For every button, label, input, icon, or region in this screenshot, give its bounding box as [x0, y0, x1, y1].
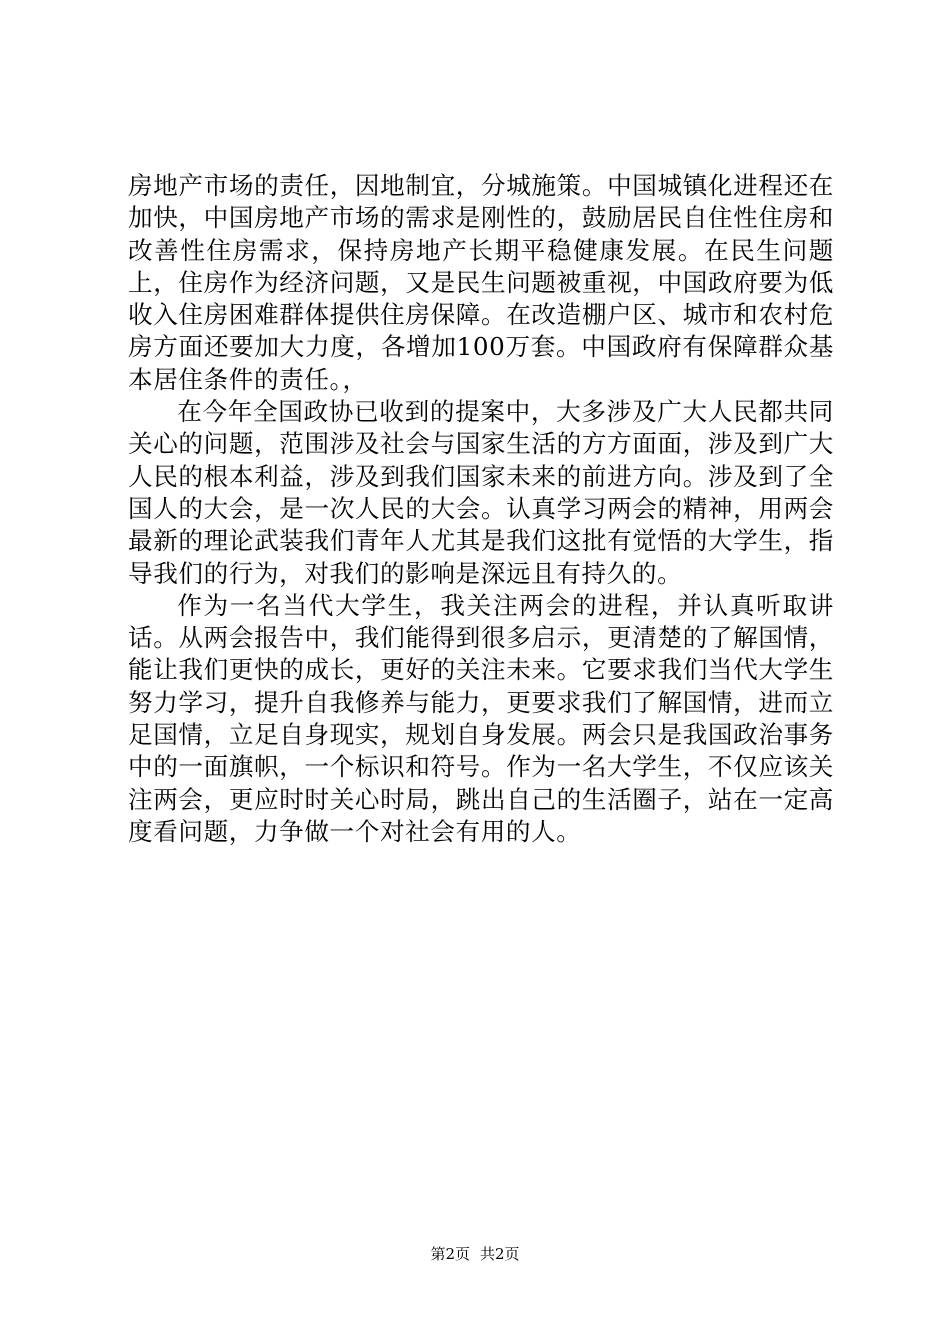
page-number-total: 共2页 — [480, 1245, 520, 1263]
paragraph-student-view: 作为一名当代大学生，我关注两会的进程，并认真听取讲话。从两会报告中，我们能得到很多启示，更清楚的了解国情，能让我们更快的成长，更好的关注未来。它要求我们当代大学生努力学习，提升自我修养与能力，更要求我们了解国情，进而立足国情，立足自身现实，规划自身发展。两会只是我国政治事务中的一面旗帜，一个标识和符号。作为一名大学生，不仅应该关注两会，更应时时关心时局，跳出自己的生活圈子，站在一定高度看问题，力争做一个对社会有用的人。 — [128, 590, 834, 846]
page-number-current: 第2页 — [430, 1245, 470, 1263]
document-body — [128, 170, 834, 848]
page-footer — [0, 1244, 950, 1264]
paragraph-proposals: 在今年全国政协已收到的提案中，大多涉及广大人民都共同关心的问题，范围涉及社会与国家生活的方方面面，涉及到广大人民的根本利益，涉及到我们国家未来的前进方向。涉及到了全国人的大会，是一次人民的大会。认真学习两会的精神，用两会最新的理论武装我们青年人尤其是我们这批有觉悟的大学生，指导我们的行为，对我们的影响是深远且有持久的。 — [128, 397, 834, 588]
paragraph-continued: 房地产市场的责任，因地制宜，分城施策。中国城镇化进程还在加快，中国房地产市场的需求是刚性的，鼓励居民自住性住房和改善性住房需求，保持房地产长期平稳健康发展。在民生问题上，住房作为经济问题，又是民生问题被重视，中国政府要为低收入住房困难群体提供住房保障。在改造棚户区、城市和农村危房方面还要加大力度，各增加100万套。中国政府有保障群众基本居住条件的责任。， — [128, 171, 834, 394]
